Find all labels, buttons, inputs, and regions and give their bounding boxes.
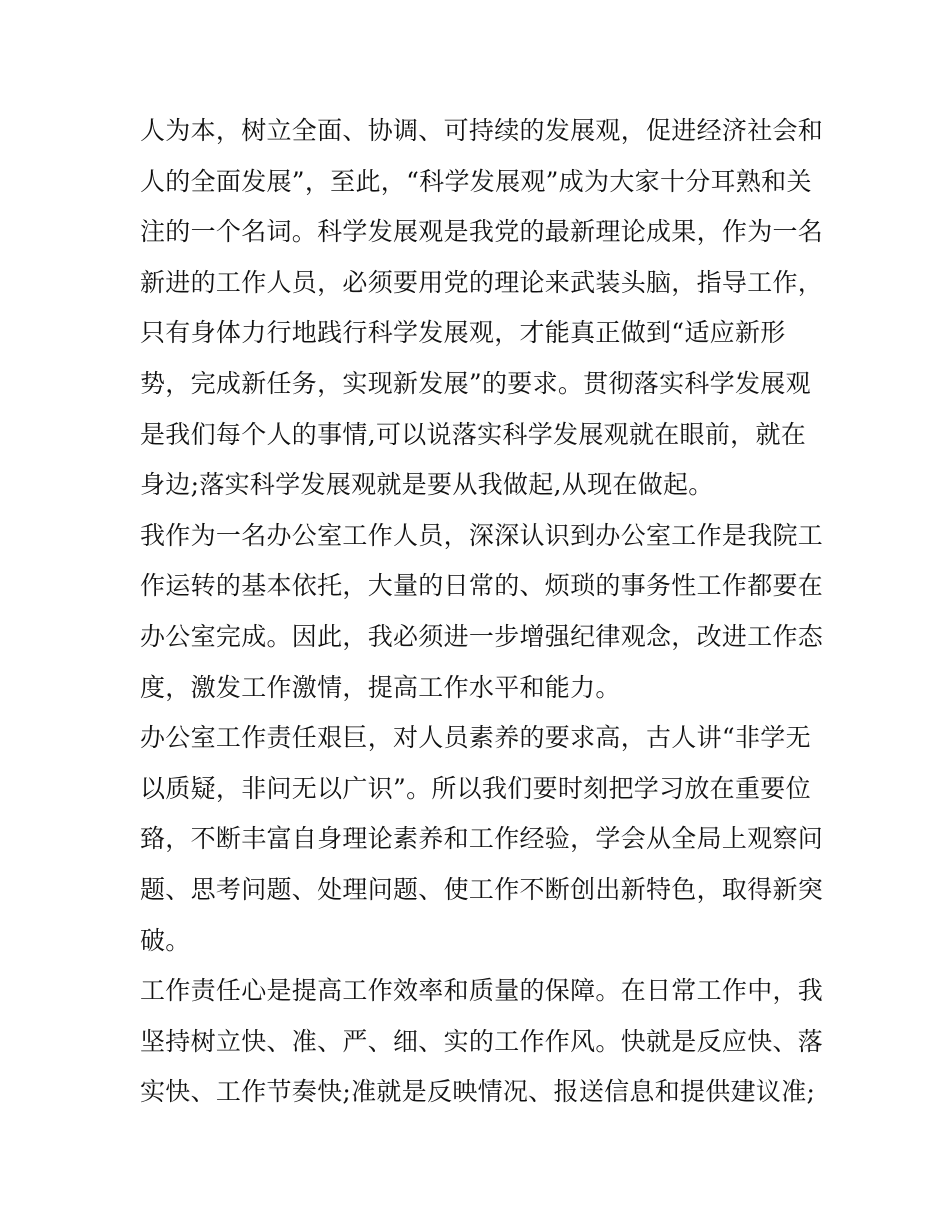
text-line: 题、思考问题、处理问题、使工作不断创出新特色，取得新突 <box>140 874 824 904</box>
text-line: 我作为一名办公室工作人员，深深认识到办公室工作是我院工 <box>140 520 824 550</box>
text-line: 度，激发工作激情，提高工作水平和能力。 <box>140 672 621 702</box>
body-text <box>140 106 824 1118</box>
text-line: 只有身体力行地践行科学发展观，才能真正做到“适应新形 <box>140 318 786 348</box>
text-line: 新进的工作人员，必须要用党的理论来武装头脑，指导工作， <box>140 267 824 297</box>
text-line: 办公室完成。因此，我必须进一步增强纪律观念，改进工作态 <box>140 621 824 651</box>
text-line: 破。 <box>140 925 191 955</box>
text-line: 作运转的基本依托，大量的日常的、烦琐的事务性工作都要在 <box>140 571 824 601</box>
text-line: 办公室工作责任艰巨，对人员素养的要求高，古人讲“非学无 <box>140 723 811 753</box>
text-line: 势，完成新任务，实现新发展”的要求。贯彻落实科学发展观 <box>140 368 811 398</box>
text-line: 以质疑，非问无以广识”。所以我们要时刻把学习放在重要位 <box>140 773 811 803</box>
text-line: 注的一个名词。科学发展观是我党的最新理论成果，作为一名 <box>140 217 824 247</box>
text-line: 人为本，树立全面、协调、可持续的发展观，促进经济社会和 <box>140 116 824 145</box>
text-line: 实快、工作节奏快;准就是反映情况、报送信息和提供建议准; <box>140 1077 816 1107</box>
text-line: 臵，不断丰富自身理论素养和工作经验，学会从全局上观察问 <box>140 824 824 854</box>
text-line: 是我们每个人的事情,可以说落实科学发展观就在眼前，就在 <box>140 419 807 449</box>
text-line: 人的全面发展”，至此，“科学发展观”成为大家十分耳熟和关 <box>140 166 812 196</box>
text-line: 工作责任心是提高工作效率和质量的保障。在日常工作中，我 <box>140 976 824 1006</box>
text-line: 坚持树立快、准、严、细、实的工作作风。快就是反应快、落 <box>140 1026 824 1056</box>
text-line: 身边;落实科学发展观就是要从我做起,从现在做起。 <box>140 470 714 500</box>
